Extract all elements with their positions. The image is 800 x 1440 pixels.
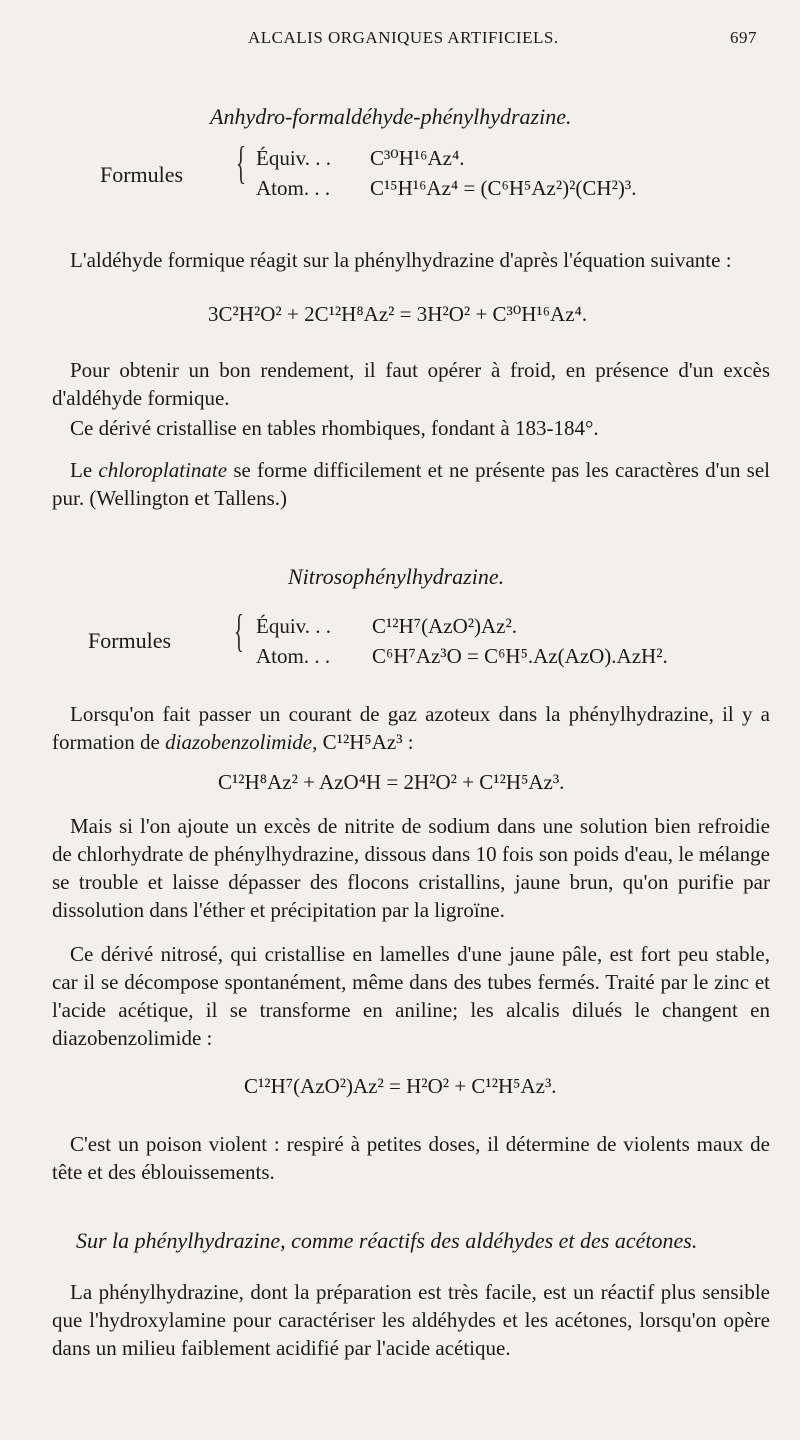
equiv-label-2: Équiv. . . [256, 614, 332, 638]
formulas-label-2: Formules [88, 628, 172, 653]
italic-term: diazobenzolimide, [165, 730, 318, 754]
equation-1: 3C²H²O² + 2C¹²H⁸Az² = 3H²O² + C³⁰H¹⁶Az⁴. [208, 302, 588, 326]
section-title-reactifs: Sur la phénylhydrazine, comme réactifs des aldéhydes et des acétones. [76, 1228, 698, 1253]
paragraph-rendement: Pour obtenir un bon rendement, il faut opérer à froid, en présence d'un excès d'aldéhyde formique. [52, 358, 770, 410]
equiv-formula-1: C³⁰H¹⁶Az⁴. [370, 146, 465, 170]
page-number: 697 [730, 28, 757, 47]
section-title-anhydro: Anhydro-formaldéhyde-phénylhydrazine. [210, 104, 572, 129]
paragraph-nitrite: Mais si l'on ajoute un excès de nitrite de sodium dans une solution bien refroidie de chlorhydrate de phénylhydrazine, dissous dans 10 fois son poids d'eau, le mélange se trouble et laisse dépasser des flocons cristallins, jaune brun, qu'on purifie par dissolution dans l'éther et précipitation par la ligroïne. [52, 814, 770, 922]
equiv-label-1: Équiv. . . [256, 146, 332, 170]
text-run: Le [70, 458, 99, 482]
brace-1: { [236, 137, 246, 188]
paragraph-cristallise: Ce dérivé cristallise en tables rhombiques, fondant à 183-184°. [70, 416, 599, 440]
brace-2: { [234, 605, 244, 656]
text-run: C¹²H⁵Az³ : [317, 730, 414, 754]
atom-label-1: Atom. . . [256, 176, 331, 200]
paragraph-derive-nitrose: Ce dérivé nitrosé, qui cristallise en lamelles d'une jaune pâle, est fort peu stable, car il se décompose spontanément, même dans des tubes fermés. Traité par le zinc et l'acide acétique, il se transforme en aniline; les alcalis dilués le changent en diazobenzolimide : [52, 942, 770, 1050]
atom-label-2: Atom. . . [256, 644, 331, 668]
equation-2: C¹²H⁸Az² + AzO⁴H = 2H²O² + C¹²H⁵Az³. [218, 770, 565, 794]
paragraph-poison: C'est un poison violent : respiré à petites doses, il détermine de violents maux de tête et des éblouissements. [52, 1132, 770, 1184]
formulas-label-1: Formules [100, 162, 184, 187]
section-title-nitroso: Nitrosophénylhydrazine. [288, 564, 505, 589]
text-run: se forme difficilement et ne présente pas les caractères d'un sel pur. (Wellington et Tallens.) [52, 458, 770, 510]
atom-formula-1: C¹⁵H¹⁶Az⁴ = (C⁶H⁵Az²)²(CH²)³. [370, 176, 637, 200]
paragraph-reactif-sensible: La phénylhydrazine, dont la préparation est très facile, est un réactif plus sensible que l'hydroxylamine pour caractériser les aldéhydes et les acétones, lorsqu'on opère dans un milieu faiblement acidifié par l'acide acétique. [52, 1280, 770, 1360]
equation-3: C¹²H⁷(AzO²)Az² = H²O² + C¹²H⁵Az³. [244, 1074, 557, 1098]
atom-formula-2: C⁶H⁷Az³O = C⁶H⁵.Az(AzO).AzH². [372, 644, 668, 668]
running-title: ALCALIS ORGANIQUES ARTIFICIELS. [248, 28, 559, 47]
equiv-formula-2: C¹²H⁷(AzO²)Az². [372, 614, 518, 638]
paragraph-aldehyde-reaction: L'aldéhyde formique réagit sur la phénylhydrazine d'après l'équation suivante : [70, 248, 732, 272]
paragraph-gaz-azoteux [52, 700, 770, 756]
paragraph-chloroplatinate [52, 456, 770, 512]
italic-term: chloroplatinate [98, 458, 228, 482]
text-run: Lorsqu'on fait passer un courant de gaz azoteux dans la phénylhydrazine, il y a formation de [52, 702, 770, 754]
